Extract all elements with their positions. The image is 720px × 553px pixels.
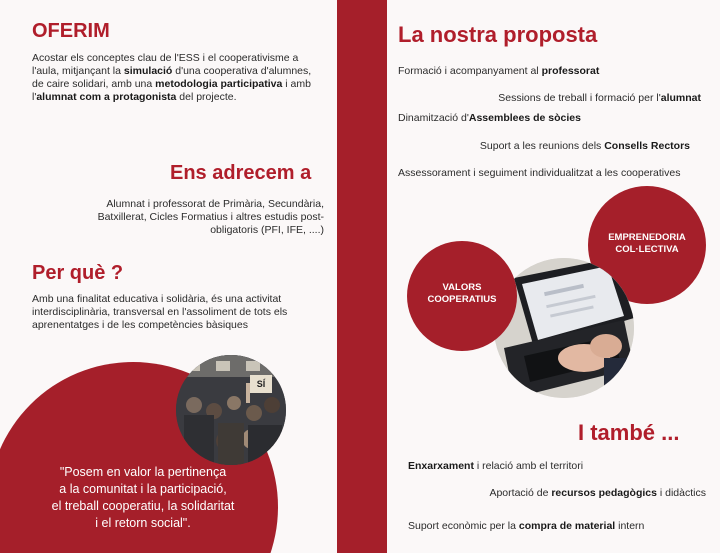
tambe-heading: I també ... xyxy=(578,420,680,445)
valors-label: VALORS COOPERATIUS xyxy=(427,282,497,305)
audience-photo-graphic xyxy=(176,355,286,465)
audience-photo xyxy=(176,355,286,465)
proposta-heading: La nostra proposta xyxy=(398,22,598,47)
emprenedoria-label: EMPRENEDORIA COL·LECTIVA xyxy=(608,232,686,255)
oferim-heading: OFERIM xyxy=(32,20,110,42)
tambe-item-enxarxament: Enxarxament i relació amb el territori xyxy=(408,460,584,472)
laptop-photo-graphic xyxy=(494,258,634,398)
yes-sign: SÍ xyxy=(250,375,272,393)
laptop-photo xyxy=(494,258,634,398)
proposta-item-professorat: Formació i acompanyament al professorat xyxy=(398,65,600,77)
proposta-item-assessorament: Assessorament i seguiment individualitzat a les cooperatives xyxy=(398,167,681,179)
proposta-item-assemblees: Dinamització d'Assemblees de sòcies xyxy=(398,112,581,124)
tambe-item-recursos: Aportació de recursos pedagògics i didàctics xyxy=(489,487,706,499)
perque-text: Amb una finalitat educativa i solidària, és una activitat interdisciplinària, transversal en l'assoliment de tots els aprenentatges i de les competències bàsiques xyxy=(32,293,288,331)
perque-heading: Per què ? xyxy=(32,262,124,284)
adrecem-heading: Ens adrecem a xyxy=(170,162,312,184)
center-divider-band xyxy=(337,0,387,553)
quote-text: "Posem en valor la pertinença a la comunitat i la participació, el treball cooperatiu, la solidaritat i el retorn social". xyxy=(51,465,235,530)
adrecem-text: Alumnat i professorat de Primària, Secundària, Batxillerat, Cicles Formatius i altres estudis post- obligatoris (PFI, IFE, ....) xyxy=(97,198,324,236)
oferim-text: Acostar els conceptes clau de l'ESS i el cooperativisme a l'aula, mitjançant la simulació d'una cooperativa d'alumnes, de caire solidari, amb una metodologia participativa i amb l'alumnat com a protagonista del projecte. xyxy=(32,52,312,103)
proposta-item-consells: Suport a les reunions dels Consells Rectors xyxy=(479,140,690,152)
proposta-item-alumnat: Sessions de treball i formació per l'alumnat xyxy=(498,92,701,104)
tambe-item-compra: Suport econòmic per la compra de material intern xyxy=(408,520,645,532)
